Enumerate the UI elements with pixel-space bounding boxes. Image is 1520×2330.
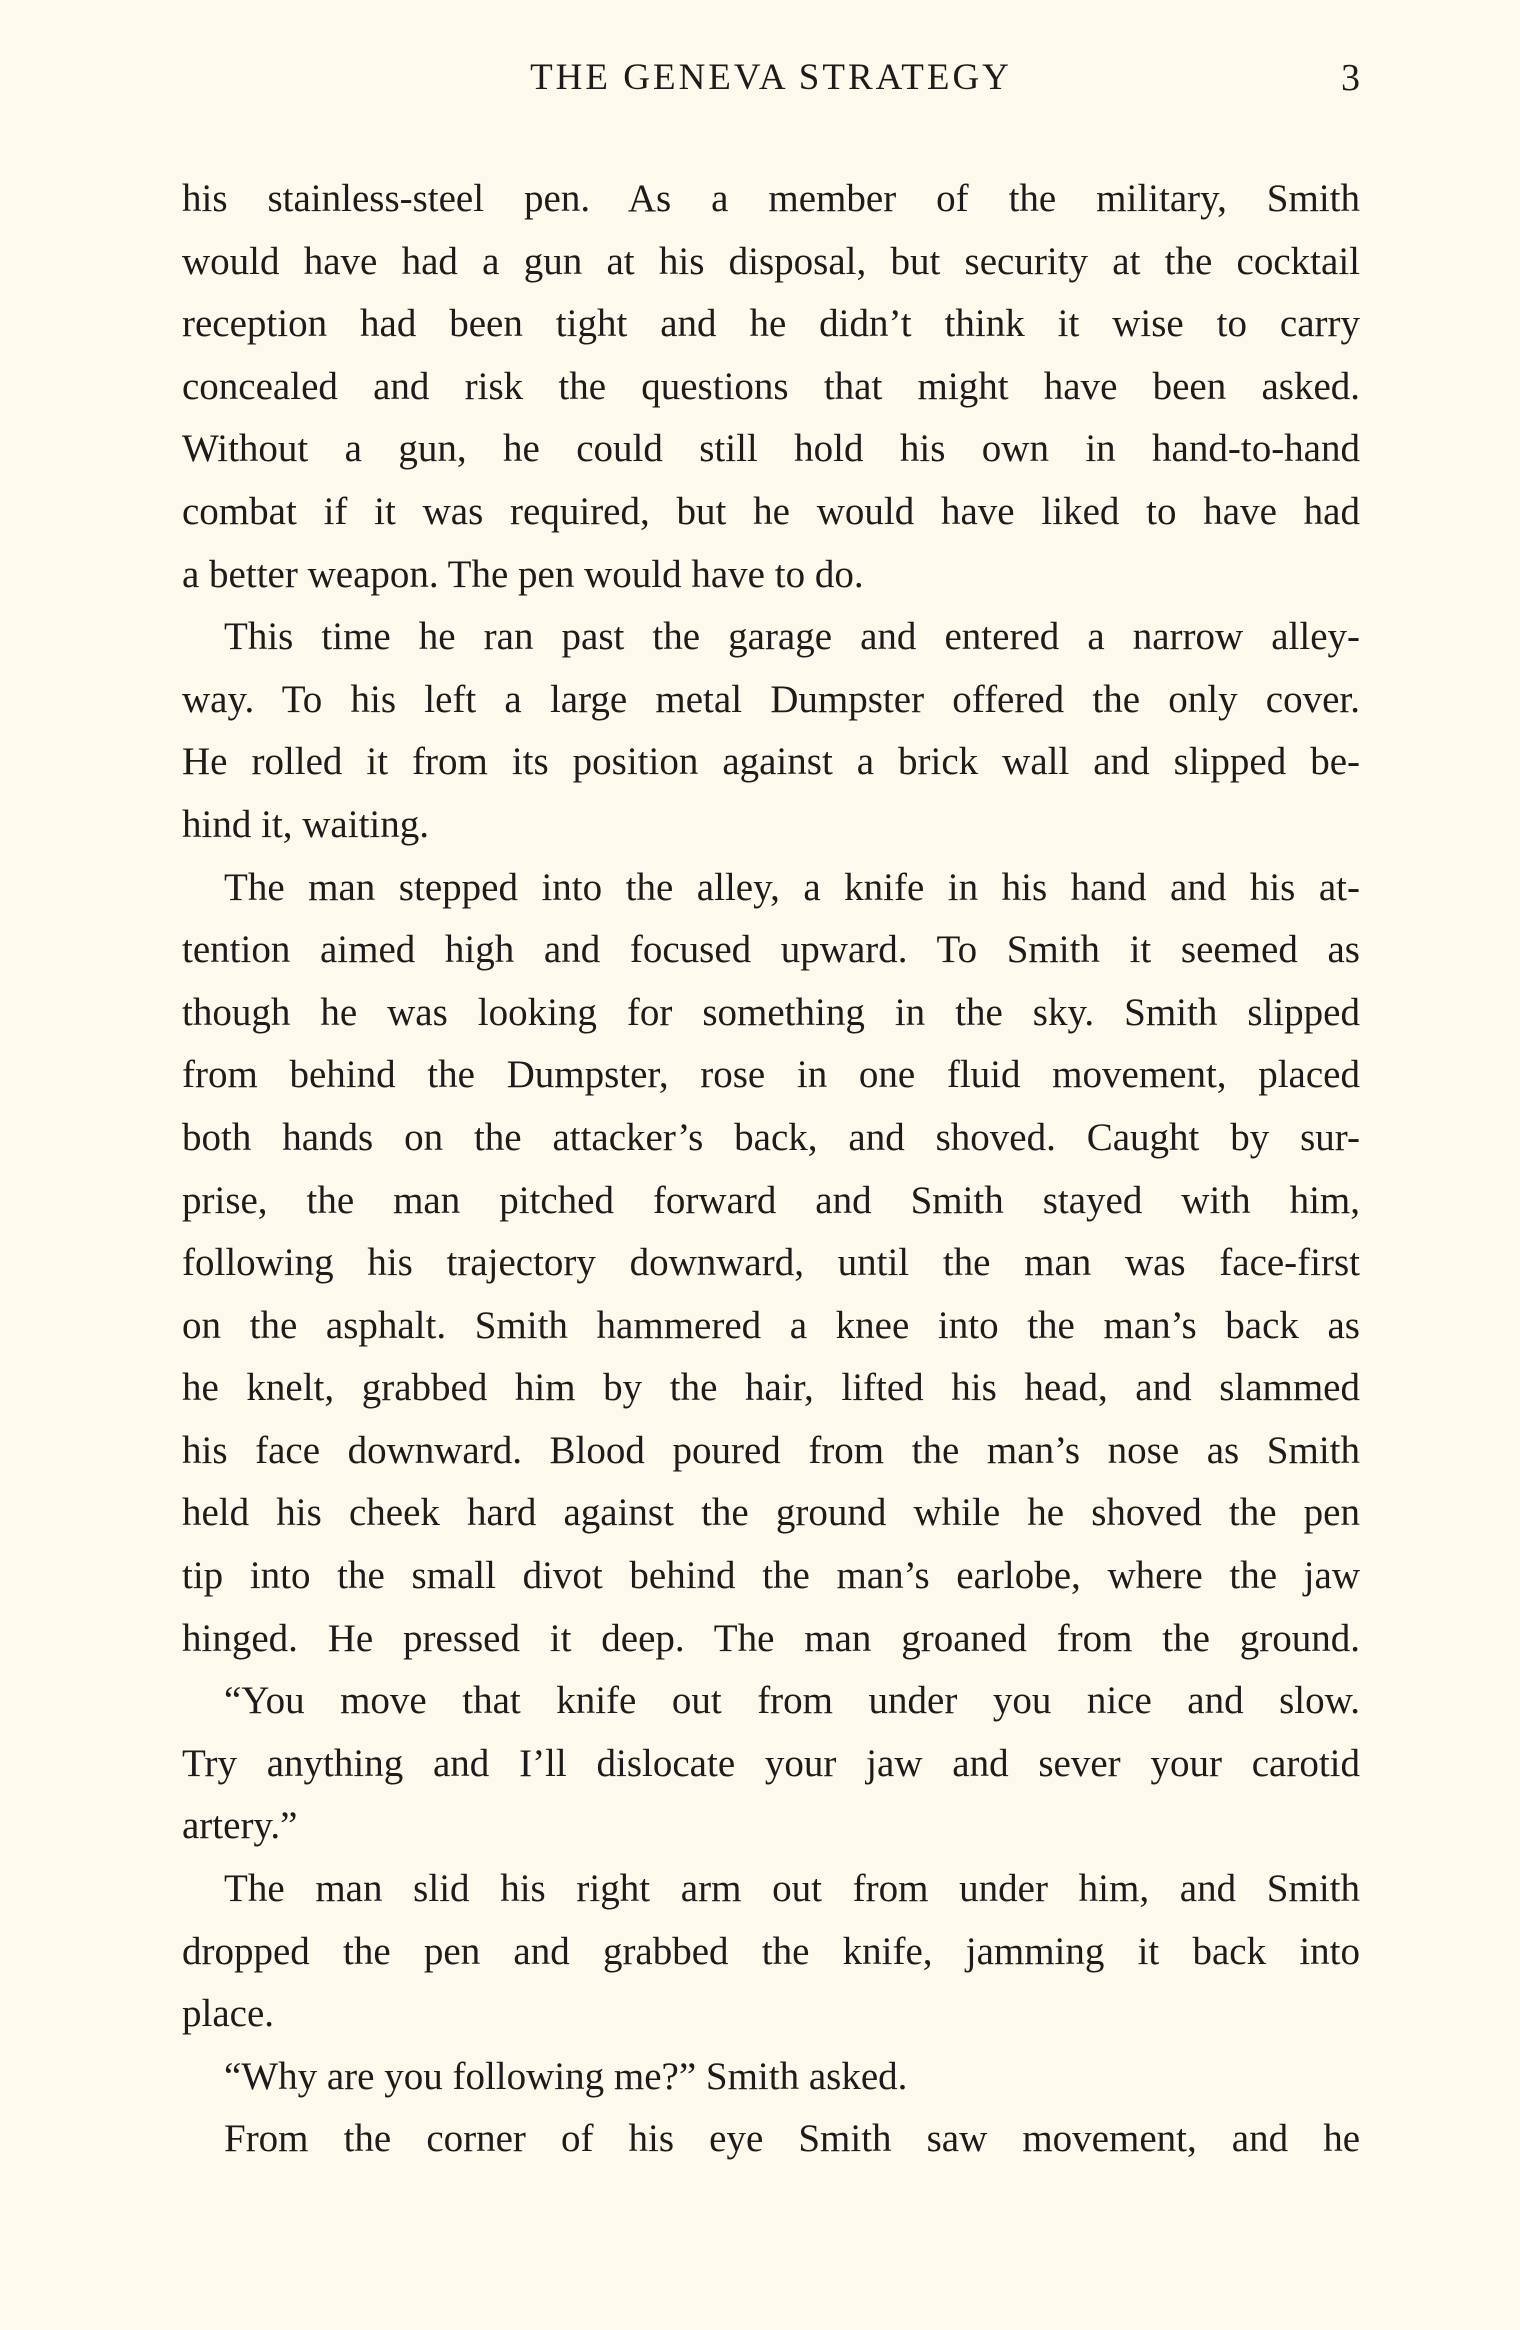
page-number: 3 (1341, 57, 1360, 99)
text-line: Without a gun, he could still hold his own in hand-to-hand (182, 427, 1360, 471)
text-line: tip into the small divot behind the man’s earlobe, where the jaw (182, 1554, 1360, 1598)
text-line: hind it, waiting. (182, 802, 429, 846)
text-line: though he was looking for something in the sky. Smith slipped (182, 990, 1360, 1034)
text-line: held his cheek hard against the ground while he shoved the pen (182, 1491, 1360, 1535)
text-line: on the asphalt. Smith hammered a knee into the man’s back as (182, 1303, 1360, 1347)
paragraph (182, 2108, 1360, 2171)
text-line: prise, the man pitched forward and Smith stayed with him, (182, 1178, 1360, 1222)
text-line: a better weapon. The pen would have to do. (182, 552, 864, 596)
text-line: This time he ran past the garage and entered a narrow alley- (224, 615, 1360, 659)
text-line: “Why are you following me?” Smith asked. (224, 2054, 908, 2098)
text-line: Try anything and I’ll dislocate your jaw and sever your carotid (182, 1741, 1360, 1785)
text-line: way. To his left a large metal Dumpster offered the only cover. (182, 677, 1360, 721)
text-line: he knelt, grabbed him by the hair, lifted his head, and slammed (182, 1366, 1360, 1410)
text-line: The man stepped into the alley, a knife in his hand and his at- (224, 865, 1360, 909)
text-line: would have had a gun at his disposal, but security at the cocktail (182, 239, 1360, 283)
text-line: following his trajectory downward, until the man was face-first (182, 1241, 1360, 1285)
text-line: He rolled it from its position against a brick wall and slipped be- (182, 740, 1360, 784)
text-line: combat if it was required, but he would have liked to have had (182, 489, 1360, 533)
text-line: place. (182, 1992, 275, 2036)
text-line: his face downward. Blood poured from the man’s nose as Smith (182, 1428, 1360, 1472)
paragraph (182, 2046, 1360, 2109)
running-title: THE GENEVA STRATEGY (530, 57, 1012, 98)
text-line: his stainless-steel pen. As a member of the military, Smith (182, 177, 1360, 220)
paragraph (182, 1858, 1360, 2046)
paragraph (182, 168, 1360, 606)
text-line: The man slid his right arm out from under him, and Smith (224, 1867, 1360, 1911)
text-line: dropped the pen and grabbed the knife, jamming it back into (182, 1929, 1360, 1973)
text-line: concealed and risk the questions that might have been asked. (182, 364, 1360, 408)
paragraph (182, 857, 1360, 1671)
text-line: artery.” (182, 1804, 298, 1848)
paragraph (182, 606, 1360, 856)
text-line: From the corner of his eye Smith saw movement, and he (224, 2117, 1360, 2161)
running-head (182, 48, 1360, 108)
text-line: reception had been tight and he didn’t think it wise to carry (182, 302, 1360, 346)
text-line: both hands on the attacker’s back, and shoved. Caught by sur- (182, 1115, 1360, 1159)
text-line: tention aimed high and focused upward. To Smith it seemed as (182, 928, 1360, 972)
text-line: “You move that knife out from under you nice and slow. (224, 1679, 1360, 1723)
text-line: from behind the Dumpster, rose in one fluid movement, placed (182, 1053, 1360, 1097)
text-line: hinged. He pressed it deep. The man groaned from the ground. (182, 1616, 1360, 1660)
paragraph (182, 1670, 1360, 1858)
body-text (182, 168, 1360, 2171)
